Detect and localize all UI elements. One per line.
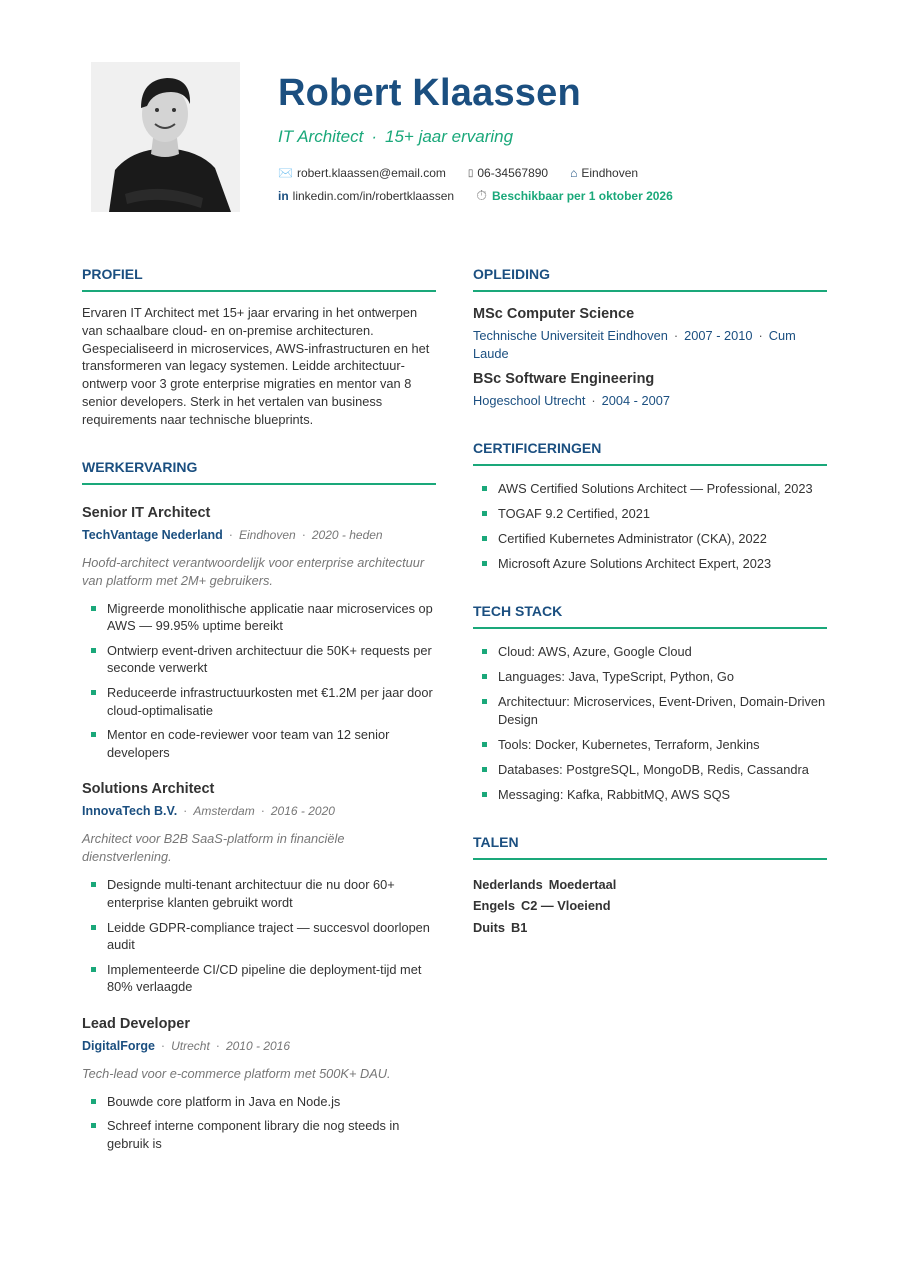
bullet-square-icon	[482, 792, 487, 797]
techstack-text: Databases: PostgreSQL, MongoDB, Redis, Cassandra	[498, 761, 809, 777]
techstack-item	[473, 786, 827, 804]
education-section	[473, 266, 827, 410]
contact-email[interactable]	[278, 166, 446, 180]
job-description: Architect voor B2B SaaS-platform in financiële dienstverlening.	[82, 831, 345, 865]
envelope-icon: ✉️	[278, 166, 293, 180]
section-title-languages: TALEN	[473, 834, 827, 860]
certification-item	[473, 480, 827, 498]
job-title: Lead Developer	[82, 1015, 190, 1032]
role-title: IT Architect	[278, 127, 364, 146]
job-title: Solutions Architect	[82, 781, 215, 798]
certification-text: Microsoft Azure Solutions Architect Expert, 2023	[498, 556, 772, 572]
meta-separator: ·	[673, 328, 679, 343]
bullet-square-icon	[482, 536, 487, 541]
certification-text: TOGAF 9.2 Certified, 2021	[498, 506, 650, 522]
achievement-item	[82, 961, 436, 996]
language-item	[473, 895, 827, 917]
achievement-item	[82, 1093, 436, 1111]
certifications-section	[473, 440, 827, 573]
languages-list	[473, 874, 827, 939]
education-meta	[473, 392, 827, 410]
education-entry	[473, 306, 827, 363]
left-column	[82, 266, 436, 1160]
job-description: Tech-lead voor e-commerce platform met 500K+ DAU.	[82, 1065, 391, 1081]
achievement-item	[82, 600, 436, 635]
techstack-section	[473, 603, 827, 804]
experience-section	[82, 459, 436, 1153]
tagline	[278, 127, 513, 147]
profile-text: Ervaren IT Architect met 15+ jaar ervaring in het ontwerpen van schaalbare cloud- en on-premise architecturen. Gespecialiseerd in microservices, AWS-infrastructuren en het transformeren van legacy systemen. Leidde architectuur-ontwerp voor 3 grote enterprise migraties en mentor van 8 senior developers. Sterk in het vertalen van business requirements naar technische blueprints.	[82, 305, 430, 427]
meta-separator: ·	[228, 527, 233, 542]
bullet-square-icon	[91, 732, 96, 737]
meta-separator: ·	[260, 804, 265, 819]
experience-years: 15+ jaar ervaring	[385, 127, 514, 146]
techstack-text: Architectuur: Microservices, Event-Driven, Domain-Driven Design	[498, 694, 826, 727]
education-meta	[473, 327, 827, 363]
meta-separator: ·	[301, 527, 306, 542]
job-entry	[82, 1016, 436, 1153]
section-title-profile: PROFIEL	[82, 266, 436, 292]
job-company: TechVantage Nederland	[82, 527, 223, 542]
contact-row-secondary	[278, 187, 695, 204]
job-meta	[82, 528, 436, 542]
language-item	[473, 874, 827, 896]
bullet-square-icon	[91, 882, 96, 887]
job-meta	[82, 1039, 436, 1053]
school-name: Hogeschool Utrecht	[473, 393, 586, 408]
bullet-square-icon	[91, 967, 96, 972]
education-honors: Cum Laude	[473, 328, 796, 361]
meta-separator: ·	[183, 804, 188, 819]
language-item	[473, 917, 827, 939]
achievement-text: Migreerde monolithische applicatie naar microservices op AWS — 99.95% uptime bereikt	[107, 600, 433, 634]
language-level: B1	[511, 919, 528, 935]
techstack-text: Cloud: AWS, Azure, Google Cloud	[498, 643, 692, 659]
achievement-text: Schreef interne component library die nog steeds in gebruik is	[107, 1118, 400, 1152]
job-period: 2020 - heden	[311, 527, 383, 542]
job-achievements	[82, 1093, 436, 1153]
job-location: Amsterdam	[193, 804, 255, 819]
phone-text: 06-34567890	[477, 166, 549, 180]
achievement-text: Mentor en code-reviewer voor team van 12 senior developers	[107, 727, 390, 760]
achievement-item	[82, 684, 436, 719]
bullet-square-icon	[482, 742, 487, 747]
bullet-square-icon	[91, 648, 96, 653]
job-entry	[82, 781, 436, 996]
techstack-text: Languages: Java, TypeScript, Python, Go	[498, 668, 734, 684]
job-period: 2016 - 2020	[270, 804, 335, 819]
degree-title: MSc Computer Science	[473, 306, 635, 322]
language-level: C2 — Vloeiend	[520, 898, 611, 914]
achievement-item	[82, 919, 436, 954]
certification-item	[473, 505, 827, 523]
techstack-list	[473, 643, 827, 804]
bullet-square-icon	[482, 561, 487, 566]
bullet-square-icon	[482, 767, 487, 772]
techstack-item	[473, 736, 827, 754]
section-title-certifications: CERTIFICERINGEN	[473, 440, 827, 466]
language-name: Nederlands	[473, 876, 543, 892]
job-location: Eindhoven	[238, 527, 296, 542]
profile-section	[82, 266, 436, 429]
achievement-item	[82, 1117, 436, 1152]
bullet-square-icon	[91, 925, 96, 930]
contact-linkedin[interactable]	[278, 189, 454, 203]
language-level: Moedertaal	[548, 876, 617, 892]
certifications-list	[473, 480, 827, 573]
degree-title: BSc Software Engineering	[473, 371, 655, 387]
techstack-text: Tools: Docker, Kubernetes, Terraform, Jenkins	[498, 736, 760, 752]
achievement-item	[82, 876, 436, 911]
achievement-item	[82, 642, 436, 677]
job-period: 2010 - 2016	[225, 1038, 291, 1053]
techstack-item	[473, 643, 827, 661]
contact-row-primary	[278, 166, 660, 180]
meta-separator: ·	[215, 1038, 220, 1053]
achievement-text: Ontwierp event-driven architectuur die 50K+ requests per seconde verwerkt	[107, 642, 432, 676]
achievement-text: Implementeerde CI/CD pipeline die deployment-tijd met 80% verlaagde	[107, 961, 422, 995]
certification-text: Certified Kubernetes Administrator (CKA), 2022	[498, 531, 767, 547]
education-period: 2007 - 2010	[684, 328, 753, 343]
education-entry	[473, 371, 827, 410]
contact-city	[570, 166, 638, 180]
job-company: DigitalForge	[82, 1038, 155, 1053]
bullet-square-icon	[91, 606, 96, 611]
techstack-item	[473, 761, 827, 779]
right-column	[473, 266, 827, 938]
meta-separator: ·	[591, 393, 596, 408]
job-achievements	[82, 876, 436, 996]
language-name: Duits	[473, 919, 505, 935]
bullet-square-icon	[482, 511, 487, 516]
section-title-techstack: TECH STACK	[473, 603, 827, 629]
availability-text: Beschikbaar per 1 oktober 2026	[492, 188, 673, 203]
school-name: Technische Universiteit Eindhoven	[473, 328, 668, 343]
meta-separator: ·	[160, 1038, 166, 1053]
bullet-square-icon	[482, 699, 487, 704]
section-title-experience: WERKERVARING	[82, 459, 436, 485]
job-company: InnovaTech B.V.	[82, 804, 178, 819]
portrait-illustration	[91, 62, 240, 212]
linkedin-text: linkedin.com/in/robertklaassen	[292, 188, 455, 203]
job-description: Hoofd-architect verantwoordelijk voor enterprise architectuur van platform met 2M+ gebruikers.	[82, 554, 425, 588]
stopwatch-icon: ⏱	[476, 187, 488, 203]
meta-separator: ·	[758, 328, 763, 343]
techstack-item	[473, 668, 827, 686]
achievement-text: Leidde GDPR-compliance traject — succesvol doorlopen audit	[107, 919, 430, 953]
section-title-education: OPLEIDING	[473, 266, 827, 292]
tagline-separator: ·	[371, 127, 378, 146]
job-location: Utrecht	[171, 1038, 210, 1053]
achievement-text: Reduceerde infrastructuurkosten met €1.2M per jaar door cloud-optimalisatie	[107, 684, 433, 718]
city-text: Eindhoven	[581, 166, 639, 180]
bullet-square-icon	[91, 690, 96, 695]
job-achievements	[82, 600, 436, 762]
home-icon: ⌂	[570, 166, 578, 180]
availability	[476, 187, 673, 204]
education-period: 2004 - 2007	[601, 393, 670, 408]
job-title: Senior IT Architect	[82, 504, 211, 521]
bullet-square-icon	[91, 1099, 96, 1104]
candidate-name: Robert Klaassen	[278, 72, 581, 114]
email-text: robert.klaassen@email.com	[296, 166, 446, 180]
achievement-item	[82, 726, 436, 761]
achievement-text: Designde multi-tenant architectuur die nu door 60+ enterprise klanten gebruikt wordt	[107, 877, 395, 910]
bullet-square-icon	[482, 649, 487, 654]
certification-item	[473, 530, 827, 548]
linkedin-icon: in	[278, 188, 289, 203]
bullet-square-icon	[482, 674, 487, 679]
achievement-text: Bouwde core platform in Java en Node.js	[107, 1093, 341, 1109]
language-name: Engels	[473, 898, 515, 914]
certification-text: AWS Certified Solutions Architect — Professional, 2023	[498, 481, 813, 496]
profile-photo	[91, 62, 240, 212]
job-entry	[82, 505, 436, 762]
techstack-item	[473, 693, 827, 728]
bullet-square-icon	[482, 486, 487, 491]
languages-section	[473, 834, 827, 939]
phone-icon: ▯	[467, 167, 474, 179]
techstack-text: Messaging: Kafka, RabbitMQ, AWS SQS	[498, 786, 731, 802]
bullet-square-icon	[91, 1123, 96, 1128]
certification-item	[473, 555, 827, 573]
job-meta	[82, 804, 436, 818]
contact-phone[interactable]	[468, 166, 548, 180]
